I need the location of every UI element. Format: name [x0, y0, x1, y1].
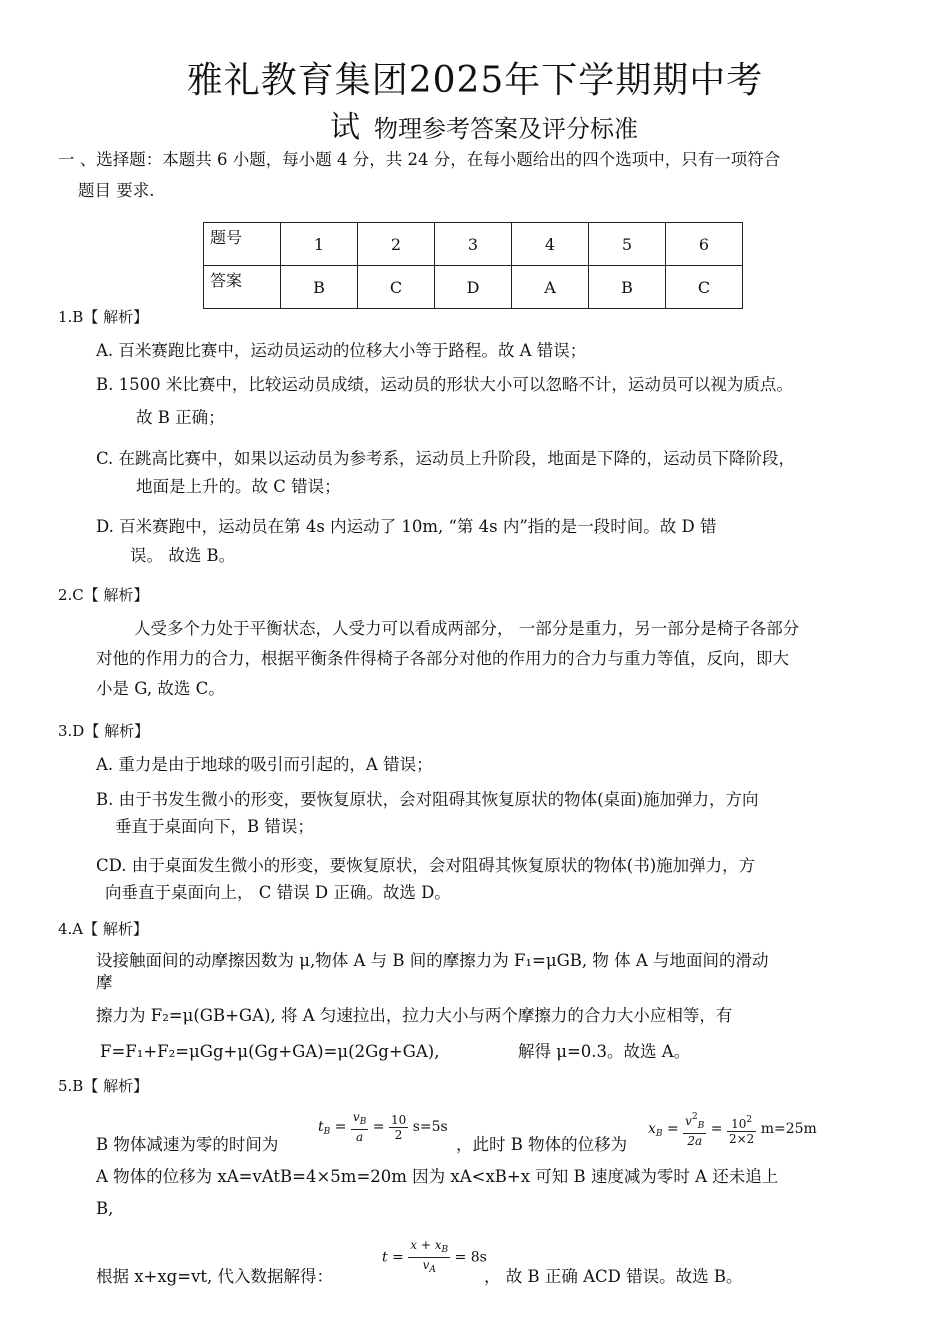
q5-line2: A 物体的位移为 xA=vAtB=4×5m=20m 因为 xA<xB+x 可知 B 速度减为零时 A 还未追上: [96, 1167, 779, 1186]
section-intro-line1: 一 、选择题：本题共 6 小题，每小题 4 分，共 24 分，在每小题给出的四个选项中，只有一项符合: [58, 150, 781, 169]
q1-option-a: A. 百米赛跑比赛中，运动员运动的位移大小等于路程。故 A 错误；: [96, 341, 587, 360]
q3-heading: 3.D【 解析】: [58, 722, 150, 740]
q5-formula-time: $t_B$ = $\frac{v_B}{a}$ = $\frac{10}{2}$ s=5s: [318, 1110, 448, 1144]
table-cell: 3: [435, 223, 512, 266]
q5-heading: 5.B【 解析】: [58, 1077, 149, 1095]
q5-line4b: ， 故 B 正确 ACD 错误。故选 B。: [484, 1267, 743, 1286]
table-row: [204, 266, 743, 309]
q4-heading: 4.A【 解析】: [58, 920, 148, 938]
table-row: [204, 223, 743, 266]
q5-line3: B,: [96, 1199, 114, 1218]
page-subtitle: [330, 102, 638, 146]
table-cell: C: [358, 266, 435, 309]
table-cell: 题号: [204, 223, 281, 266]
table-cell: B: [281, 266, 358, 309]
q2-line1: 人受多个力处于平衡状态，人受力可以看成两部分， 一部分是重力，另一部分是椅子各部分: [134, 619, 800, 638]
table-cell: B: [589, 266, 666, 309]
table-cell: 6: [666, 223, 743, 266]
q3-option-a: A. 重力是由于地球的吸引而引起的，A 错误；: [96, 755, 433, 774]
q4-line3-equation: F=F₁+F₂=μGg+μ(Gg+GA)=μ(2Gg+GA),: [100, 1042, 440, 1061]
q1-option-b-line2: 故 B 正确；: [136, 408, 225, 427]
q1-option-d-line1: D. 百米赛跑中，运动员在第 4s 内运动了 10m, “第 4s 内”指的是一段时间。故 D 错: [96, 517, 717, 536]
q3-option-b-line1: B. 由于书发生微小的形变，要恢复原状，会对阻碍其恢复原状的物体(桌面)施加弹力，方向: [96, 790, 759, 809]
q3-option-b-line2: 垂直于桌面向下，B 错误；: [115, 817, 314, 836]
table-cell: 2: [358, 223, 435, 266]
table-cell: A: [512, 266, 589, 309]
q4-line3-result: 解得 μ=0.3。故选 A。: [518, 1042, 691, 1061]
section-intro-line2: 题目 要求.: [78, 181, 155, 200]
q1-option-c-line1: C. 在跳高比赛中，如果以运动员为参考系，运动员上升阶段，地面是下降的，运动员下降阶段，: [96, 449, 796, 468]
q1-option-b-line1: B. 1500 米比赛中，比较运动员成绩，运动员的形状大小可以忽略不计，运动员可以视为质点。: [96, 375, 793, 394]
q3-option-cd-line1: CD. 由于桌面发生微小的形变，要恢复原状，会对阻碍其恢复原状的物体(书)施加弹力，方: [96, 856, 756, 875]
table-cell: C: [666, 266, 743, 309]
q4-line2: 擦力为 F₂=μ(GB+GA), 将 A 匀速拉出，拉力大小与两个摩擦力的合力大小应相等，有: [96, 1006, 733, 1025]
table-cell: 答案: [204, 266, 281, 309]
q1-option-d-line2: 误。 故选 B。: [130, 546, 236, 565]
table-cell: D: [435, 266, 512, 309]
q5-line1a: B 物体减速为零的时间为: [96, 1135, 279, 1154]
q2-line3: 小是 G, 故选 C。: [96, 679, 225, 698]
table-cell: 4: [512, 223, 589, 266]
q3-option-cd-line2: 向垂直于桌面向上， C 错误 D 正确。故选 D。: [105, 883, 451, 902]
table-cell: 5: [589, 223, 666, 266]
q5-line1b: ，此时 B 物体的位移为: [456, 1135, 628, 1154]
page-title: 雅礼教育集团2025年下学期期中考: [186, 60, 764, 101]
q1-option-c-line2: 地面是上升的。故 C 错误；: [136, 477, 341, 496]
q4-line1-cont: 摩: [96, 973, 113, 992]
q5-formula-catchup: t = $\frac{x + x_B}{v_A}$ = 8s: [382, 1238, 487, 1275]
q2-line2: 对他的作用力的合力，根据平衡条件得椅子各部分对他的作用力的合力与重力等值，反向，即大: [96, 649, 789, 668]
table-cell: 1: [281, 223, 358, 266]
subtitle-char: 试: [330, 110, 360, 145]
subtitle-text: 物理参考答案及评分标准: [374, 115, 638, 143]
answer-table: [203, 222, 743, 309]
q4-line1: 设接触面间的动摩擦因数为 μ,物体 A 与 B 间的摩擦力为 F₁=μGB, 物 体 A 与地面间的滑动: [96, 951, 769, 970]
q5-formula-displacement: $x_B$ = $\frac{v^2_B}{2a}$ = $\frac{10^2}{2\times 2}$ m=25m: [648, 1112, 817, 1148]
q2-heading: 2.C【 解析】: [58, 586, 149, 604]
q1-heading: 1.B【 解析】: [58, 308, 149, 326]
q5-line4a: 根据 x+xg=vt, 代入数据解得：: [96, 1267, 334, 1286]
